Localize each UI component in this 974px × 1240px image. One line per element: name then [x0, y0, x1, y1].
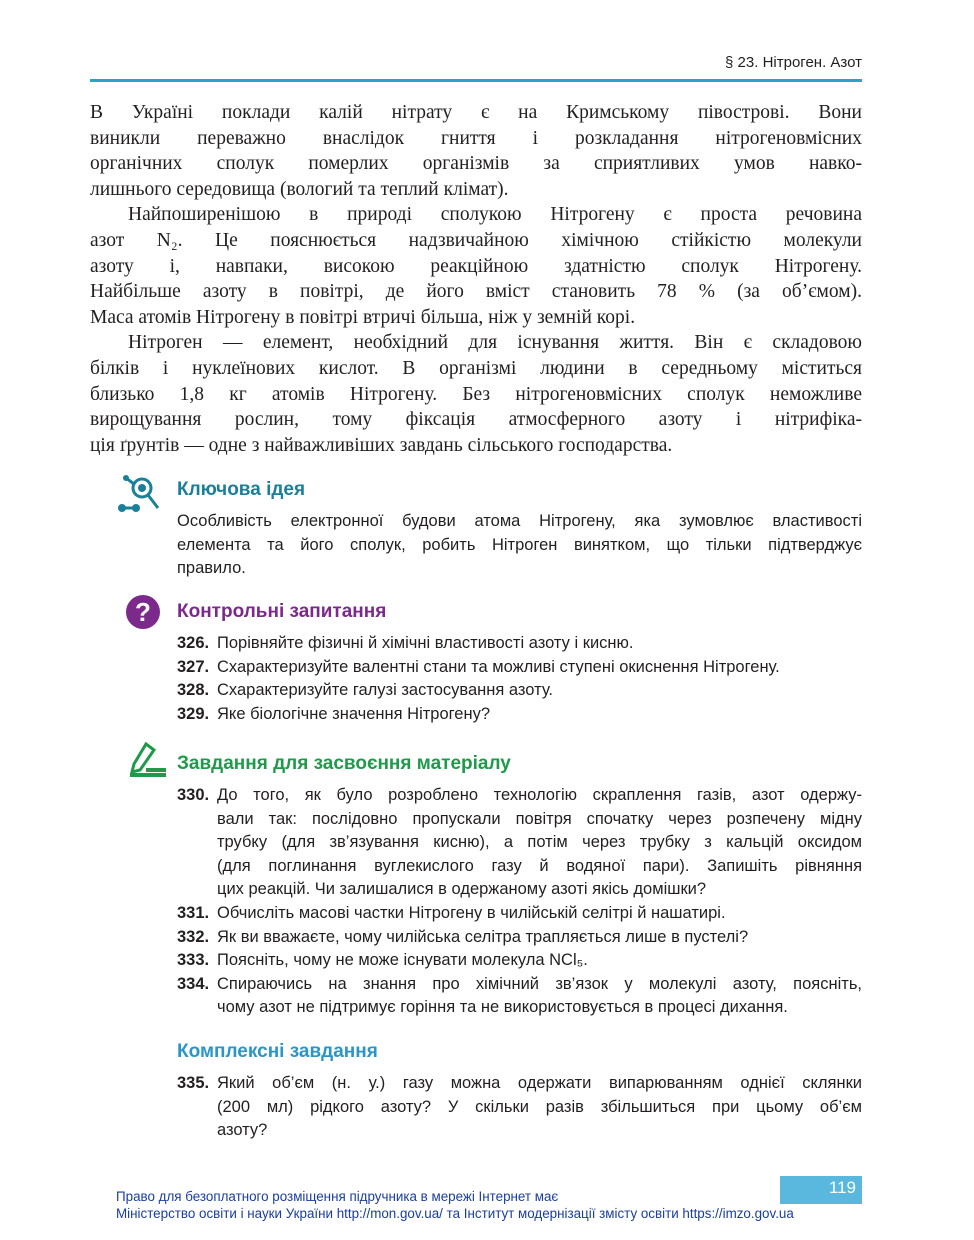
text-line: (200 мл) рідкого азоту? У скільки разів збільшиться при цьому об’єм: [217, 1097, 862, 1116]
text-line: азот N₂. Це пояснюється надзвичайною хімічною стійкістю молекули: [90, 229, 862, 251]
exercise-number: 334.: [177, 974, 210, 993]
running-header: § 23. Нітроген. Азот: [725, 54, 862, 71]
paragraph: [90, 202, 862, 330]
text-line: До того, як було розроблено технологію скраплення газів, азот одержу-: [217, 786, 862, 804]
footer-line-1: Право для безоплатного розміщення підручника в мережі Інтернет має: [116, 1189, 559, 1204]
exercise-item: [177, 949, 862, 973]
key-idea-text: [177, 510, 862, 581]
pencil-icon: [126, 742, 170, 787]
text-line: Найпоширенішою в природі сполукою Нітрогену є проста речовина: [128, 204, 862, 226]
text-line: Маса атомів Нітрогену в повітрі втричі більша, ніж у земній корі.: [90, 306, 636, 328]
exercise-number: 335.: [177, 1074, 210, 1092]
text-line: Спираючись на знання про хімічний зв’язок у молекулі азоту, поясніть,: [217, 974, 862, 993]
complex-tasks-list: [177, 1072, 862, 1143]
text-line: Поясніть, чому не може існувати молекула NCl₅.: [217, 951, 588, 970]
text-line: близько 1,8 кг атомів Нітрогену. Без нітрогеновмісних сполук неможливе: [90, 383, 862, 405]
text-line: Порівняйте фізичні й хімічні властивості азоту і кисню.: [217, 634, 634, 652]
exercise-item: [177, 656, 862, 680]
text-line: Обчисліть масові частки Нітрогену в чилійській селітрі й нашатирі.: [217, 903, 726, 922]
exercise-number: 327.: [177, 657, 210, 676]
exercise-item: [177, 902, 862, 926]
text-line: Найбільше азоту в повітрі, де його вміст становить 78 % (за об’ємом).: [90, 281, 862, 303]
text-line: виникли переважно внаслідок гниття і розкладання нітрогеновмісних: [90, 127, 862, 149]
questions-list: [177, 632, 862, 726]
paragraph: [90, 100, 862, 202]
text-line: ція ґрунтів — одне з найважливіших завдань сільського господарства.: [90, 434, 673, 456]
exercise-number: 329.: [177, 704, 210, 723]
text-line: правило.: [177, 559, 246, 578]
text-line: чому азот не підтримує горіння та не використовується в процесі дихання.: [217, 998, 788, 1017]
exercise-number: 333.: [177, 951, 210, 970]
text-line: лишнього середовища (вологий та теплий клімат).: [90, 178, 509, 200]
exercise-item: [177, 679, 862, 703]
text-line: азоту?: [217, 1121, 268, 1140]
footer-line-2: Міністерство освіти і науки України http://mon.gov.ua/ та Інститут модернізації змісту освіти https://imzo.gov.ua: [116, 1206, 794, 1221]
tasks-list: [177, 784, 862, 1020]
complex-tasks-heading: Комплексні завдання: [177, 1041, 378, 1062]
paragraph: [90, 330, 862, 458]
text-line: Нітроген — елемент, необхідний для існування життя. Він є складовою: [128, 332, 862, 354]
text-line: Схарактеризуйте валентні стани та можливі ступені окиснення Нітрогену.: [217, 657, 780, 676]
exercise-number: 326.: [177, 634, 210, 652]
text-line: органічних сполук померлих організмів за сприятливих умов навко-: [90, 153, 862, 175]
text-line: (для поглинання вуглекислого газу й водяної пари). Запишіть рівняння: [217, 856, 862, 875]
text-line: Який об’єм (н. у.) газу можна одержати випарюванням однієї склянки: [217, 1074, 862, 1092]
text-line: Як ви вважаєте, чому чилійська селітра трапляється лише в пустелі?: [217, 927, 749, 946]
exercise-item: [177, 1072, 862, 1143]
text-line: вали так: послідовно пропускали повітря спочатку через розпечену мідну: [217, 809, 862, 828]
exercise-item: [177, 784, 862, 902]
tasks-heading: Завдання для засвоєння матеріалу: [177, 753, 511, 774]
text-line: трубку (для зв’язування кисню), а потім через трубку з кальцій оксидом: [217, 833, 862, 852]
text-line: азоту і, навпаки, високою реакційною здатністю сполук Нітрогену.: [90, 255, 862, 277]
text-line: білків і нуклеїнових кислот. В організмі людини в середньому міститься: [90, 357, 862, 379]
exercise-number: 330.: [177, 786, 210, 804]
question-icon: [125, 594, 161, 635]
exercise-number: 328.: [177, 681, 210, 700]
text-line: В Україні поклади калій нітрату є на Кримському півострові. Вони: [90, 102, 862, 123]
key-idea-heading: Ключова ідея: [177, 479, 306, 500]
text-line: Особливість електронної будови атома Нітрогену, яка зумовлює властивості: [177, 512, 862, 530]
exercise-item: [177, 632, 862, 656]
svg-text:?: ?: [135, 597, 151, 627]
page-number: 119: [780, 1176, 862, 1204]
header-rule: [90, 79, 862, 82]
exercise-item: [177, 703, 862, 727]
exercise-number: 331.: [177, 903, 210, 922]
text-line: елемента та його сполук, робить Нітроген винятком, що тільки підтверджує: [177, 535, 862, 554]
text-line: цих реакцій. Чи залишалися в одержаному азоті якісь домішки?: [217, 880, 707, 899]
text-line: вирощування рослин, тому фіксація атмосферного азоту і нітрифіка-: [90, 409, 862, 431]
exercise-item: [177, 926, 862, 950]
text-line: Яке біологічне значення Нітрогену?: [217, 704, 491, 723]
exercise-number: 332.: [177, 927, 210, 946]
questions-heading: Контрольні запитання: [177, 601, 387, 622]
intro-text: [90, 100, 862, 458]
footer-notice: [116, 1188, 794, 1222]
text-line: Схарактеризуйте галузі застосування азоту.: [217, 681, 554, 700]
exercise-item: [177, 973, 862, 1020]
key-idea-icon: [116, 472, 162, 523]
